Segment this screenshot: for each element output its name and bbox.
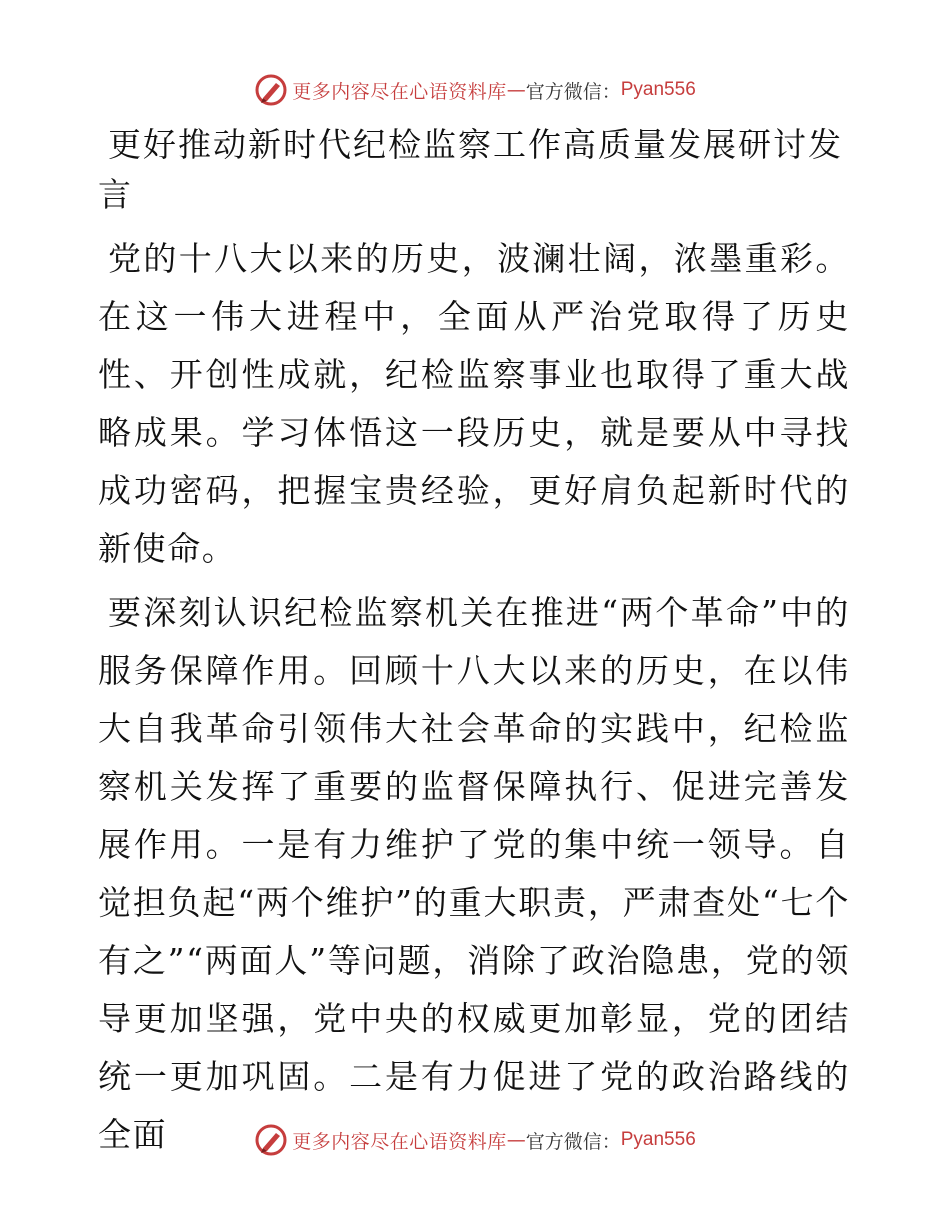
banner-wechat-id: Pyan556 — [620, 79, 696, 100]
header-banner — [0, 70, 950, 110]
document-title: 更好推动新时代纪检监察工作高质量发展研讨发言 — [98, 125, 843, 214]
banner-lead-text: 更多内容尽在心语资料库 — [292, 80, 507, 103]
footer-banner — [0, 1120, 950, 1160]
red-pen-icon — [254, 1123, 288, 1157]
banner-separator: — — [506, 1129, 526, 1151]
banner-wechat-label: 官方微信： — [525, 1130, 621, 1153]
red-pen-icon — [254, 73, 288, 107]
banner-lead-text: 更多内容尽在心语资料库 — [292, 1130, 507, 1153]
banner-wechat-id: Pyan556 — [620, 1129, 696, 1150]
document-body — [98, 120, 850, 1170]
banner-separator: — — [506, 79, 526, 101]
paragraph-2: 要深刻认识纪检监察机关在推进“两个革命”中的服务保障作用。回顾十八大以来的历史，在以伟大自我革命引领伟大社会革命的实践中，纪检监察机关发挥了重要的监督保障执行、促进完善发展作用。一是有力维护了党的集中统一领导。自觉担负起“两个维护”的重大职责，严肃查处“七个有之”“两面人”等问题，消除了政治隐患，党的领导更加坚强，党中央的权威更加彰显，党的团结统一更加巩固。二是有力促进了党的政治路线的全面 — [98, 593, 850, 1154]
paragraph-1: 党的十八大以来的历史，波澜壮阔，浓墨重彩。在这一伟大进程中，全面从严治党取得了历史性、开创性成就，纪检监察事业也取得了重大战略成果。学习体悟这一段历史，就是要从中寻找成功密码，把握宝贵经验，更好肩负起新时代的新使命。 — [98, 239, 850, 568]
banner-wechat-label: 官方微信： — [525, 80, 621, 103]
